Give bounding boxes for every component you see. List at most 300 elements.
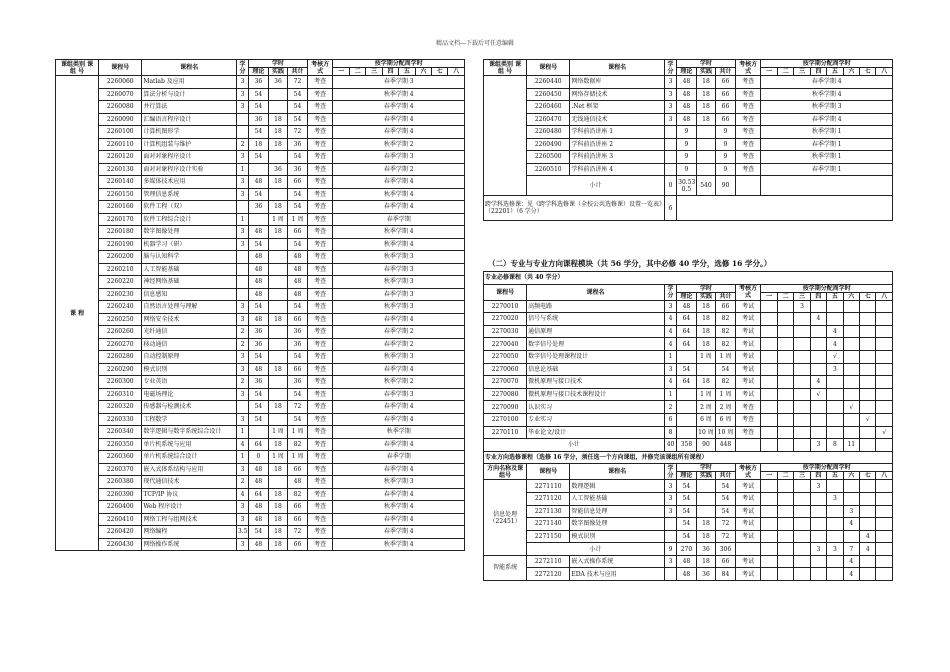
course-total: 54 <box>288 301 308 314</box>
course-semester: 春季学期 3 <box>333 388 465 401</box>
course-name: 模式识别 <box>142 363 237 376</box>
course-name: 专业英语 <box>142 376 237 389</box>
course-theory: 54 <box>677 505 697 518</box>
course-code: 2260140 <box>99 176 142 189</box>
course-assess: 考试 <box>735 568 761 581</box>
course-theory: 36 <box>249 76 269 89</box>
course-assess: 考查 <box>307 201 333 214</box>
course-total: 54 <box>716 492 736 505</box>
course-code: 2260190 <box>99 238 142 251</box>
table-row <box>484 480 893 493</box>
subtotal-label: 小计 <box>527 176 665 196</box>
course-code: 2260380 <box>99 476 142 489</box>
course-code: 2270030 <box>484 325 527 338</box>
col-hours-sub: 共计 <box>716 472 736 480</box>
course-practice <box>696 138 716 151</box>
course-assess: 考查 <box>735 88 761 101</box>
table-row <box>484 325 893 338</box>
course-theory: 36 <box>249 326 269 339</box>
course-semester: 春季学期 4 <box>333 526 465 539</box>
course-credit: 3 <box>236 351 248 364</box>
course-practice: 18 <box>268 201 288 214</box>
semester-cell <box>761 439 777 452</box>
course-assess: 考试 <box>735 518 761 531</box>
semester-cell <box>843 376 859 389</box>
course-code: 2260340 <box>99 426 142 439</box>
semester-cell <box>810 413 826 426</box>
course-theory: 0 <box>249 451 269 464</box>
semester-cell <box>794 555 810 568</box>
course-total: 54 <box>288 151 308 164</box>
col-hours: 学时 <box>249 60 308 68</box>
table-row <box>56 113 465 126</box>
course-name: 网络工程与组网技术 <box>142 513 237 526</box>
semester-cell <box>777 505 793 518</box>
course-name: 嵌入式操作系统 <box>570 555 665 568</box>
course-name: 数字图像处理 <box>142 226 237 239</box>
course-practice: 18 <box>268 363 288 376</box>
col-code: 课程号 <box>527 60 570 76</box>
course-total: 66 <box>288 501 308 514</box>
semester-cell: 4 <box>810 376 826 389</box>
course-code: 2260210 <box>99 263 142 276</box>
subtotal-total: 448 <box>716 439 736 452</box>
course-code: 2270080 <box>484 388 527 401</box>
course-name: 信号与系统 <box>527 313 665 326</box>
semester-cell <box>810 363 826 376</box>
course-assess: 考查 <box>307 338 333 351</box>
semester-cell <box>794 530 810 543</box>
course-theory: 48 <box>249 251 269 264</box>
course-total: 9 <box>716 126 736 139</box>
course-theory: 48 <box>677 555 697 568</box>
semester-cell <box>794 492 810 505</box>
table-row <box>484 350 893 363</box>
course-name: 自动控制原理 <box>142 351 237 364</box>
course-total: 66 <box>716 300 736 313</box>
col-semester: 一 <box>761 472 777 480</box>
semester-cell: 3 <box>810 439 826 452</box>
col-name: 课程名 <box>570 464 665 480</box>
course-credit: 4 <box>236 438 248 451</box>
table-row <box>484 138 893 151</box>
course-credit: 3 <box>664 480 676 493</box>
semester-cell <box>794 313 810 326</box>
table-row <box>56 376 465 389</box>
course-semester: 秋季学期 3 <box>333 276 465 289</box>
course-theory: 48 <box>677 300 697 313</box>
course-code: 2260500 <box>527 151 570 164</box>
course-total: 54 <box>288 113 308 126</box>
course-practice: 18 <box>696 88 716 101</box>
elective-title <box>484 451 893 464</box>
course-semester: 秋季学期 4 <box>761 88 893 101</box>
course-assess: 考查 <box>735 113 761 126</box>
course-practice: 36 <box>696 568 716 581</box>
col-semester: 一 <box>333 68 349 76</box>
course-code: 2260180 <box>99 226 142 239</box>
course-semester: 秋季学期 4 <box>333 238 465 251</box>
course-semester: 秋季学期 1 <box>761 151 893 164</box>
course-credit: 3 <box>236 151 248 164</box>
course-semester: 秋季学期 4 <box>333 226 465 239</box>
table-cell <box>677 196 893 221</box>
course-name: 学科前沿讲座 4 <box>570 163 665 176</box>
course-credit: 3 <box>236 101 248 114</box>
semester-cell <box>876 350 893 363</box>
col-code: 课程号 <box>484 284 527 300</box>
course-code: 2260490 <box>527 138 570 151</box>
course-theory: 48 <box>677 568 697 581</box>
course-theory <box>677 401 697 414</box>
course-semester: 春季学期 4 <box>333 488 465 501</box>
semester-cell <box>777 376 793 389</box>
course-total: 72 <box>288 526 308 539</box>
course-practice: 18 <box>268 226 288 239</box>
course-name: 机器学习（研） <box>142 238 237 251</box>
course-practice: 36 <box>268 76 288 89</box>
col-code: 课程号 <box>99 60 142 76</box>
course-credit: 3 <box>236 463 248 476</box>
col-semester: 一 <box>761 292 777 300</box>
semester-cell <box>876 401 893 414</box>
course-total: 48 <box>288 288 308 301</box>
course-code: 2271120 <box>527 492 570 505</box>
course-assess: 考查 <box>735 401 761 414</box>
course-name: 网络操作系统 <box>142 538 237 551</box>
course-total: 66 <box>288 538 308 551</box>
subtotal-credit: 9 <box>664 543 676 556</box>
table-row <box>56 138 465 151</box>
col-semester: 五 <box>827 292 843 300</box>
course-total: 66 <box>716 88 736 101</box>
semester-cell <box>794 439 810 452</box>
table-row <box>484 401 893 414</box>
course-name: 模式识别 <box>570 530 665 543</box>
semester-cell: 4 <box>827 325 843 338</box>
col-name: 课程名 <box>570 60 665 76</box>
course-assess: 考查 <box>735 138 761 151</box>
semester-cell <box>777 350 793 363</box>
course-assess: 考试 <box>735 480 761 493</box>
course-total: 1 周 <box>288 451 308 464</box>
course-name: 面对对象程序设计实验 <box>142 163 237 176</box>
course-credit <box>236 288 248 301</box>
course-credit: 4 <box>664 313 676 326</box>
col-name: 课程名 <box>527 284 665 300</box>
course-theory: 48 <box>677 88 697 101</box>
semester-cell <box>827 426 843 439</box>
course-assess: 考查 <box>307 101 333 114</box>
course-name: Web 程序设计 <box>142 501 237 514</box>
course-assess: 考查 <box>307 351 333 364</box>
table-row <box>484 388 893 401</box>
course-code: 2260410 <box>99 513 142 526</box>
course-theory: 54 <box>249 126 269 139</box>
course-name: 传感器与检测技术 <box>142 401 237 414</box>
semester-cell <box>827 413 843 426</box>
course-theory <box>249 163 269 176</box>
course-name: 多媒体技术应用 <box>142 176 237 189</box>
semester-cell <box>843 480 859 493</box>
subtotal-practice: 36 <box>696 543 716 556</box>
col-hours-sub: 理论 <box>249 68 269 76</box>
course-assess: 考查 <box>307 376 333 389</box>
col-assess: 考核方式 <box>307 60 333 76</box>
course-theory: 64 <box>249 438 269 451</box>
col-semester: 四 <box>810 472 826 480</box>
course-theory: 48 <box>677 101 697 114</box>
course-assess: 考试 <box>735 530 761 543</box>
course-credit: 3 <box>236 313 248 326</box>
course-total: 48 <box>288 276 308 289</box>
required-title-text: 专业必修课程（共 40 学分） <box>484 272 893 285</box>
course-practice <box>268 151 288 164</box>
course-theory: 36 <box>249 376 269 389</box>
course-practice: 18 <box>268 113 288 126</box>
col-hours-sub: 共计 <box>716 292 736 300</box>
course-name: 汇编语言程序设计 <box>142 113 237 126</box>
course-assess: 考查 <box>307 401 333 414</box>
course-code: 2260230 <box>99 288 142 301</box>
course-semester: 春季学期 3 <box>333 263 465 276</box>
course-code: 2260120 <box>99 151 142 164</box>
subtotal-theory: 358 <box>677 439 697 452</box>
module-title: （二）专业与专业方向课程模块（共 56 学分，其中必修 40 学分，选修 16 学分。） <box>488 259 772 268</box>
course-total: 72 <box>716 518 736 531</box>
course-assess: 考查 <box>307 151 333 164</box>
col-credit: 学分 <box>236 60 248 76</box>
semester-cell <box>876 376 893 389</box>
course-code: 2270070 <box>484 376 527 389</box>
semester-cell: 4 <box>843 518 859 531</box>
semester-cell <box>843 325 859 338</box>
course-practice: 18 <box>268 401 288 414</box>
course-practice <box>696 151 716 164</box>
course-theory: 64 <box>677 376 697 389</box>
semester-cell <box>794 413 810 426</box>
course-credit: 1 <box>236 163 248 176</box>
course-code: 2260310 <box>99 388 142 401</box>
course-total: 54 <box>288 238 308 251</box>
course-theory: 54 <box>249 351 269 364</box>
semester-cell <box>843 388 859 401</box>
course-theory: 48 <box>249 226 269 239</box>
course-name: 软件工程（双） <box>142 201 237 214</box>
semester-cell <box>777 338 793 351</box>
course-name: 电磁场理论 <box>142 388 237 401</box>
col-semester: 七 <box>860 292 876 300</box>
subtotal-theory: 270 <box>677 543 697 556</box>
course-code: 2260420 <box>99 526 142 539</box>
semester-cell <box>761 401 777 414</box>
course-code: 2260510 <box>527 163 570 176</box>
course-theory: 48 <box>677 113 697 126</box>
semester-cell <box>777 480 793 493</box>
left-course-table <box>55 59 465 551</box>
course-assess: 考查 <box>307 363 333 376</box>
semester-cell <box>860 325 876 338</box>
subtotal-total: 90 <box>716 176 736 196</box>
course-practice <box>268 263 288 276</box>
semester-cell <box>794 518 810 531</box>
course-theory: 64 <box>249 488 269 501</box>
col-semester: 二 <box>777 68 793 76</box>
course-code: 2260450 <box>527 88 570 101</box>
course-credit <box>236 401 248 414</box>
course-code: 2270050 <box>484 350 527 363</box>
semester-cell: 3 <box>810 543 826 556</box>
semester-cell <box>777 555 793 568</box>
course-name: 计算机图形学 <box>142 126 237 139</box>
course-code: 2271110 <box>527 480 570 493</box>
table-row <box>56 351 465 364</box>
course-total: 54 <box>288 88 308 101</box>
table-row <box>484 413 893 426</box>
course-total: 36 <box>288 163 308 176</box>
table-row <box>56 163 465 176</box>
semester-cell <box>876 325 893 338</box>
semester-cell: 3 <box>810 480 826 493</box>
semester-cell <box>777 401 793 414</box>
col-credit: 学分 <box>664 464 676 480</box>
table-row <box>56 176 465 189</box>
course-credit: 4 <box>664 325 676 338</box>
semester-cell: 4 <box>827 338 843 351</box>
semester-cell: √ <box>843 401 859 414</box>
course-assess: 考查 <box>307 538 333 551</box>
course-credit: 3 <box>664 88 676 101</box>
semester-cell <box>761 338 777 351</box>
course-theory: 48 <box>249 538 269 551</box>
col-hours-sub: 实践 <box>268 68 288 76</box>
table-row <box>56 251 465 264</box>
semester-cell <box>827 313 843 326</box>
table-row <box>56 126 465 139</box>
table-row <box>484 555 893 568</box>
course-semester: 秋季学期 3 <box>761 101 893 114</box>
semester-cell <box>860 568 876 581</box>
semester-cell <box>827 555 843 568</box>
course-name: 通信原理 <box>527 325 665 338</box>
table-row <box>484 505 893 518</box>
course-theory: 48 <box>677 76 697 89</box>
col-semester: 二 <box>777 472 793 480</box>
course-total: 66 <box>288 463 308 476</box>
course-code: 2260400 <box>99 501 142 514</box>
course-theory <box>249 213 269 226</box>
course-practice <box>268 276 288 289</box>
table-row <box>56 301 465 314</box>
semester-cell <box>810 300 826 313</box>
table-row <box>56 438 465 451</box>
col-semester: 一 <box>761 68 777 76</box>
course-assess: 考试 <box>735 388 761 401</box>
col-hours-sub: 共计 <box>716 68 736 76</box>
course-total: 36 <box>288 376 308 389</box>
col-hours-sub: 实践 <box>696 68 716 76</box>
course-semester: 春季学期 4 <box>333 201 465 214</box>
course-credit: 3 <box>236 238 248 251</box>
course-code: 2272120 <box>527 568 570 581</box>
course-credit: 3 <box>664 113 676 126</box>
course-practice: 18 <box>696 376 716 389</box>
course-name: 并行算法 <box>142 101 237 114</box>
course-assess: 考查 <box>735 126 761 139</box>
course-theory: 48 <box>249 463 269 476</box>
col-semester: 六 <box>843 472 859 480</box>
course-practice: 18 <box>268 126 288 139</box>
course-total: 82 <box>716 338 736 351</box>
table-row <box>484 313 893 326</box>
page-header: 精品文档---下载后可任意编辑 <box>435 40 515 47</box>
course-practice: 1 周 <box>268 451 288 464</box>
table-row <box>56 513 465 526</box>
elective-title-text: 专业方向选修课程（选修 16 学分，须任选一个方向课组，并修完该课组所有课程） <box>484 451 893 464</box>
course-total: 82 <box>288 438 308 451</box>
course-name: 移动通信 <box>142 338 237 351</box>
course-practice: 1 周 <box>696 350 716 363</box>
col-semester: 四 <box>810 292 826 300</box>
course-credit: 1 <box>236 213 248 226</box>
semester-cell <box>876 388 893 401</box>
course-credit: 2 <box>236 376 248 389</box>
course-name: 现代通信技术 <box>142 476 237 489</box>
course-name: 计算机组装与维护 <box>142 138 237 151</box>
cross-credit: 6 <box>664 196 676 221</box>
semester-cell <box>810 518 826 531</box>
semester-cell <box>860 388 876 401</box>
course-credit: 3 <box>236 226 248 239</box>
semester-cell <box>860 492 876 505</box>
col-semester: 五 <box>827 68 843 76</box>
semester-cell <box>843 413 859 426</box>
course-practice <box>268 101 288 114</box>
subtotal-theory: 30.53 0.5 <box>677 176 697 196</box>
col-semester: 三 <box>366 68 382 76</box>
col-semester: 六 <box>415 68 431 76</box>
course-name: 数理逻辑 <box>570 480 665 493</box>
course-practice: 1 周 <box>268 426 288 439</box>
semester-cell <box>810 325 826 338</box>
course-credit: 8 <box>664 426 676 439</box>
course-practice: 18 <box>268 501 288 514</box>
course-assess: 考试 <box>735 376 761 389</box>
course-theory: 36 <box>249 338 269 351</box>
course-credit: 1 <box>664 388 676 401</box>
course-semester: 春季学期 3 <box>333 76 465 89</box>
course-credit: 3 <box>236 513 248 526</box>
course-practice: 18 <box>268 176 288 189</box>
course-theory: 64 <box>677 325 697 338</box>
semester-cell <box>810 426 826 439</box>
table-row <box>56 213 465 226</box>
course-semester: 秋季学期 4 <box>333 501 465 514</box>
col-semester: 六 <box>843 68 859 76</box>
course-practice <box>268 301 288 314</box>
table-row <box>484 113 893 126</box>
col-semester: 二 <box>349 68 365 76</box>
table-row <box>56 188 465 201</box>
required-title <box>484 272 893 285</box>
semester-cell <box>761 492 777 505</box>
semester-cell <box>761 480 777 493</box>
course-total: 36 <box>288 138 308 151</box>
semester-cell <box>860 426 876 439</box>
course-semester: 秋季学期 1 <box>761 126 893 139</box>
direction-group: 智能系统 <box>484 555 527 580</box>
col-hours: 学时 <box>677 284 736 292</box>
